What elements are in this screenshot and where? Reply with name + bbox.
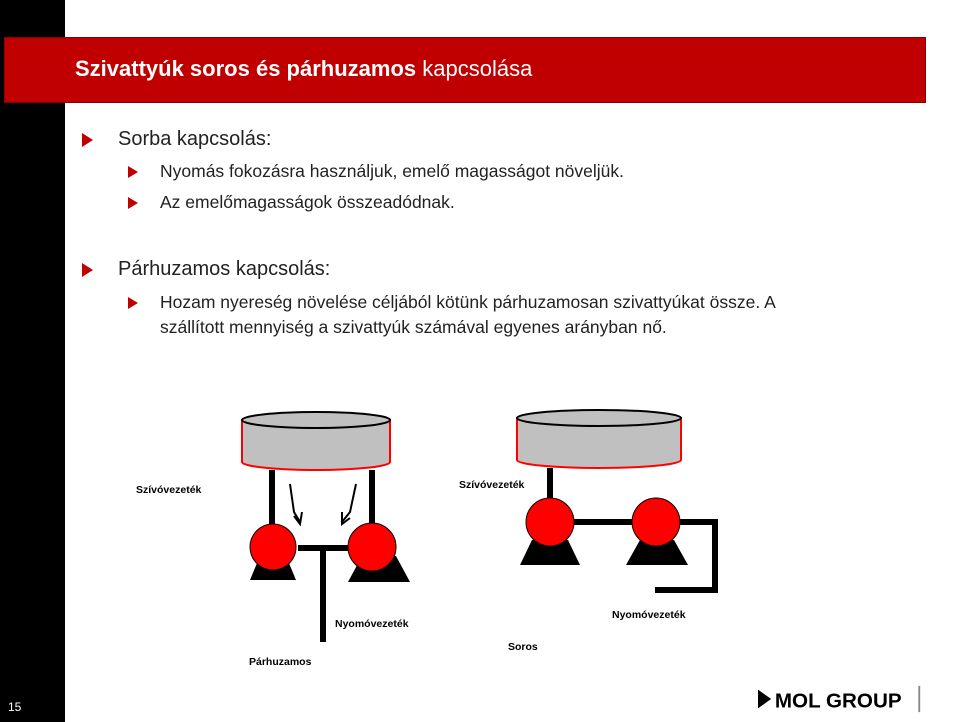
flow-arrow-icon xyxy=(290,484,356,524)
bullet-arrow-icon xyxy=(128,166,138,178)
right-suction-label: Szívóvezeték xyxy=(459,479,525,491)
pump-icon xyxy=(626,498,688,565)
right-caption: Soros xyxy=(508,641,538,653)
series-point-1: Nyomás fokozásra használjuk, emelő magasságot növeljük. xyxy=(160,161,624,181)
pump-icon xyxy=(250,524,296,580)
left-pressure-label: Nyomóvezeték xyxy=(335,618,409,630)
right-pressure-label: Nyomóvezeték xyxy=(612,609,686,621)
page-number: 15 xyxy=(8,700,22,714)
left-tank xyxy=(242,412,390,470)
logo-arrow-icon xyxy=(758,690,771,709)
bullet-arrow-icon xyxy=(82,263,93,277)
parallel-point-line-1: Hozam nyereség növelése céljából kötünk párhuzamosan szivattyúkat össze. A xyxy=(160,292,776,312)
pump-connection-diagram xyxy=(72,380,762,680)
bullet-arrow-icon xyxy=(128,297,138,309)
bullet-arrow-icon xyxy=(82,133,93,147)
logo-text: MOL GROUP xyxy=(774,689,902,713)
right-pipes xyxy=(550,468,715,590)
left-sidebar-bar xyxy=(0,0,65,722)
left-caption: Párhuzamos xyxy=(249,656,312,668)
series-point-2: Az emelőmagasságok összeadódnak. xyxy=(160,192,455,212)
parallel-point-line-2: szállított mennyiség a szivattyúk számával egyenes arányban nő. xyxy=(160,317,667,337)
series-heading: Sorba kapcsolás: xyxy=(118,128,272,150)
pump-icon xyxy=(520,498,580,565)
right-tank xyxy=(517,410,681,468)
title-bold: Szivattyúk soros és párhuzamos xyxy=(75,56,417,81)
parallel-heading: Párhuzamos kapcsolás: xyxy=(118,258,331,280)
slide-title xyxy=(75,56,532,82)
left-suction-label: Szívóvezeték xyxy=(136,484,202,496)
mol-group-logo xyxy=(748,684,948,714)
pump-icon xyxy=(348,523,410,582)
bullet-arrow-icon xyxy=(128,197,138,209)
title-normal: kapcsolása xyxy=(422,56,533,81)
